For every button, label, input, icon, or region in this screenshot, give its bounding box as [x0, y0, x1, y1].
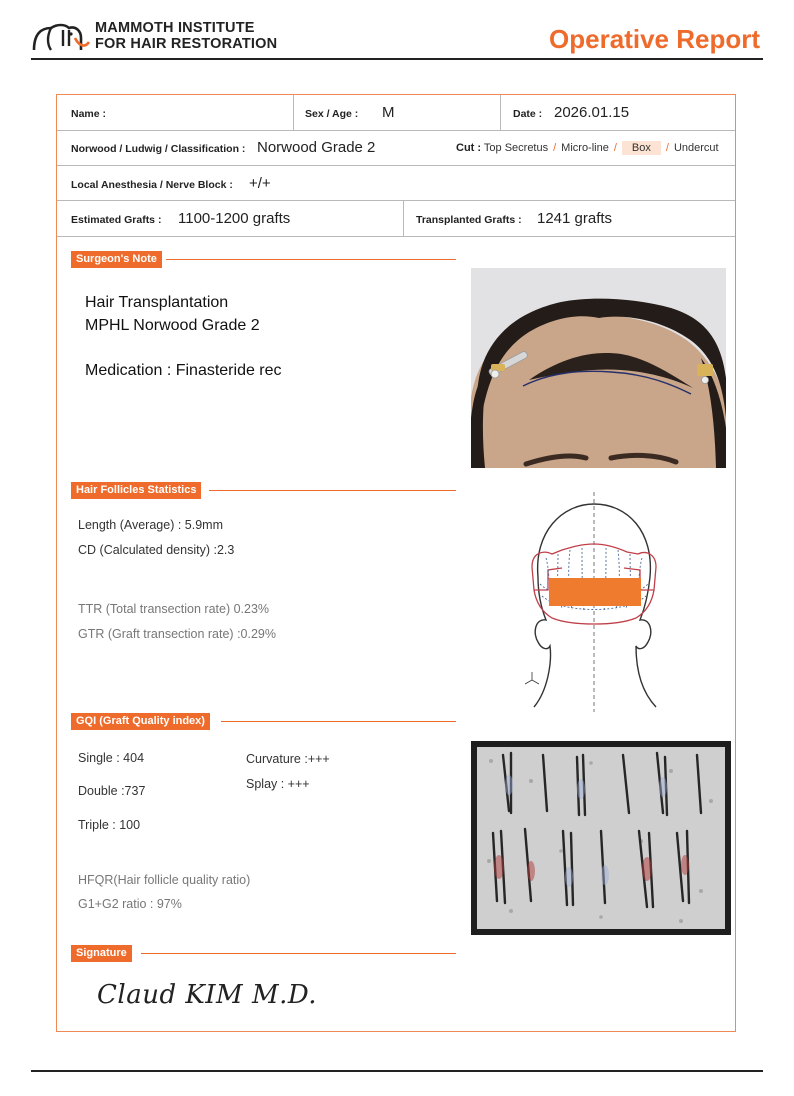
gqi-curvature: Curvature :+++ [246, 752, 330, 766]
cut-label: Cut : [456, 142, 482, 154]
gqi-ratio: G1+G2 ratio : 97% [78, 897, 182, 911]
info-row-grafts [57, 201, 735, 237]
stat-ttr: TTR (Total transection rate) 0.23% [78, 602, 270, 616]
donor-area-diagram [512, 492, 674, 712]
organization-name [95, 21, 277, 52]
note-line-2: MPHL Norwood Grade 2 [85, 317, 260, 334]
cell-divider [403, 201, 404, 236]
cell-divider [293, 95, 294, 130]
note-line-1: Hair Transplantation [85, 294, 229, 311]
stat-length: Length (Average) : 5.9mm [78, 518, 223, 532]
cut-options: Cut : Top Secretus / Micro-line / Box / Undercut [456, 142, 719, 154]
transplanted-grafts-value[interactable]: 1241 grafts [537, 210, 613, 227]
name-label: Name : [71, 108, 107, 120]
footer-rule [31, 1070, 763, 1072]
cut-option-box-selected[interactable]: Box [622, 141, 661, 155]
cut-option-micro-line[interactable]: Micro-line [561, 142, 609, 154]
cell-divider [500, 95, 501, 130]
estimated-grafts-value[interactable]: 1100-1200 grafts [178, 210, 291, 227]
section-gqi [71, 713, 456, 730]
section-title: Signature [71, 945, 132, 962]
header-rule [31, 58, 763, 60]
sex-age-label: Sex / Age : [305, 108, 359, 120]
info-row-anesthesia [57, 166, 735, 201]
anesthesia-value[interactable]: +/+ [249, 175, 271, 192]
classification-value[interactable]: Norwood Grade 2 [257, 139, 376, 156]
sex-age-value[interactable]: M [382, 104, 395, 121]
gqi-triple: Triple : 100 [78, 818, 141, 832]
classification-label: Norwood / Ludwig / Classification : [71, 143, 246, 155]
section-title: GQI (Graft Quality index) [71, 713, 210, 730]
section-rule [141, 953, 456, 954]
gqi-hfqr: HFQR(Hair follicle quality ratio) [78, 873, 251, 887]
info-row-patient [57, 95, 735, 131]
cut-option-undercut[interactable]: Undercut [673, 142, 719, 154]
stat-cd: CD (Calculated density) :2.3 [78, 543, 235, 557]
date-label: Date : [513, 108, 543, 120]
org-line-2: FOR HAIR RESTORATION [95, 35, 278, 52]
transplanted-grafts-label: Transplanted Grafts : [416, 214, 522, 226]
org-line-1: MAMMOTH INSTITUTE [95, 20, 255, 36]
mammoth-logo [31, 20, 91, 52]
section-title: Hair Follicles Statistics [71, 482, 201, 499]
estimated-grafts-label: Estimated Grafts : [71, 214, 162, 226]
date-value[interactable]: 2026.01.15 [554, 104, 630, 121]
hairline-photo [471, 268, 726, 468]
info-row-classification [57, 131, 735, 166]
gqi-single: Single : 404 [78, 751, 145, 765]
section-rule [209, 490, 456, 491]
cut-option-top-secretus[interactable]: Top Secretus [483, 142, 549, 154]
section-signature [71, 945, 456, 962]
section-rule [166, 259, 456, 260]
stat-gtr: GTR (Graft transection rate) :0.29% [78, 627, 276, 641]
section-surgeons-note [71, 251, 456, 268]
note-line-3: Medication : Finasteride rec [85, 362, 282, 379]
section-follicle-statistics [71, 482, 456, 499]
report-title: Operative Report [549, 24, 760, 54]
signature-text: Claud KIM M.D. [97, 980, 318, 1010]
section-title: Surgeon's Note [71, 251, 162, 268]
gqi-double: Double :737 [78, 784, 146, 798]
gqi-splay: Splay : +++ [246, 777, 310, 791]
anesthesia-label: Local Anesthesia / Nerve Block : [71, 179, 233, 191]
section-rule [221, 721, 456, 722]
graft-photo [471, 741, 731, 935]
